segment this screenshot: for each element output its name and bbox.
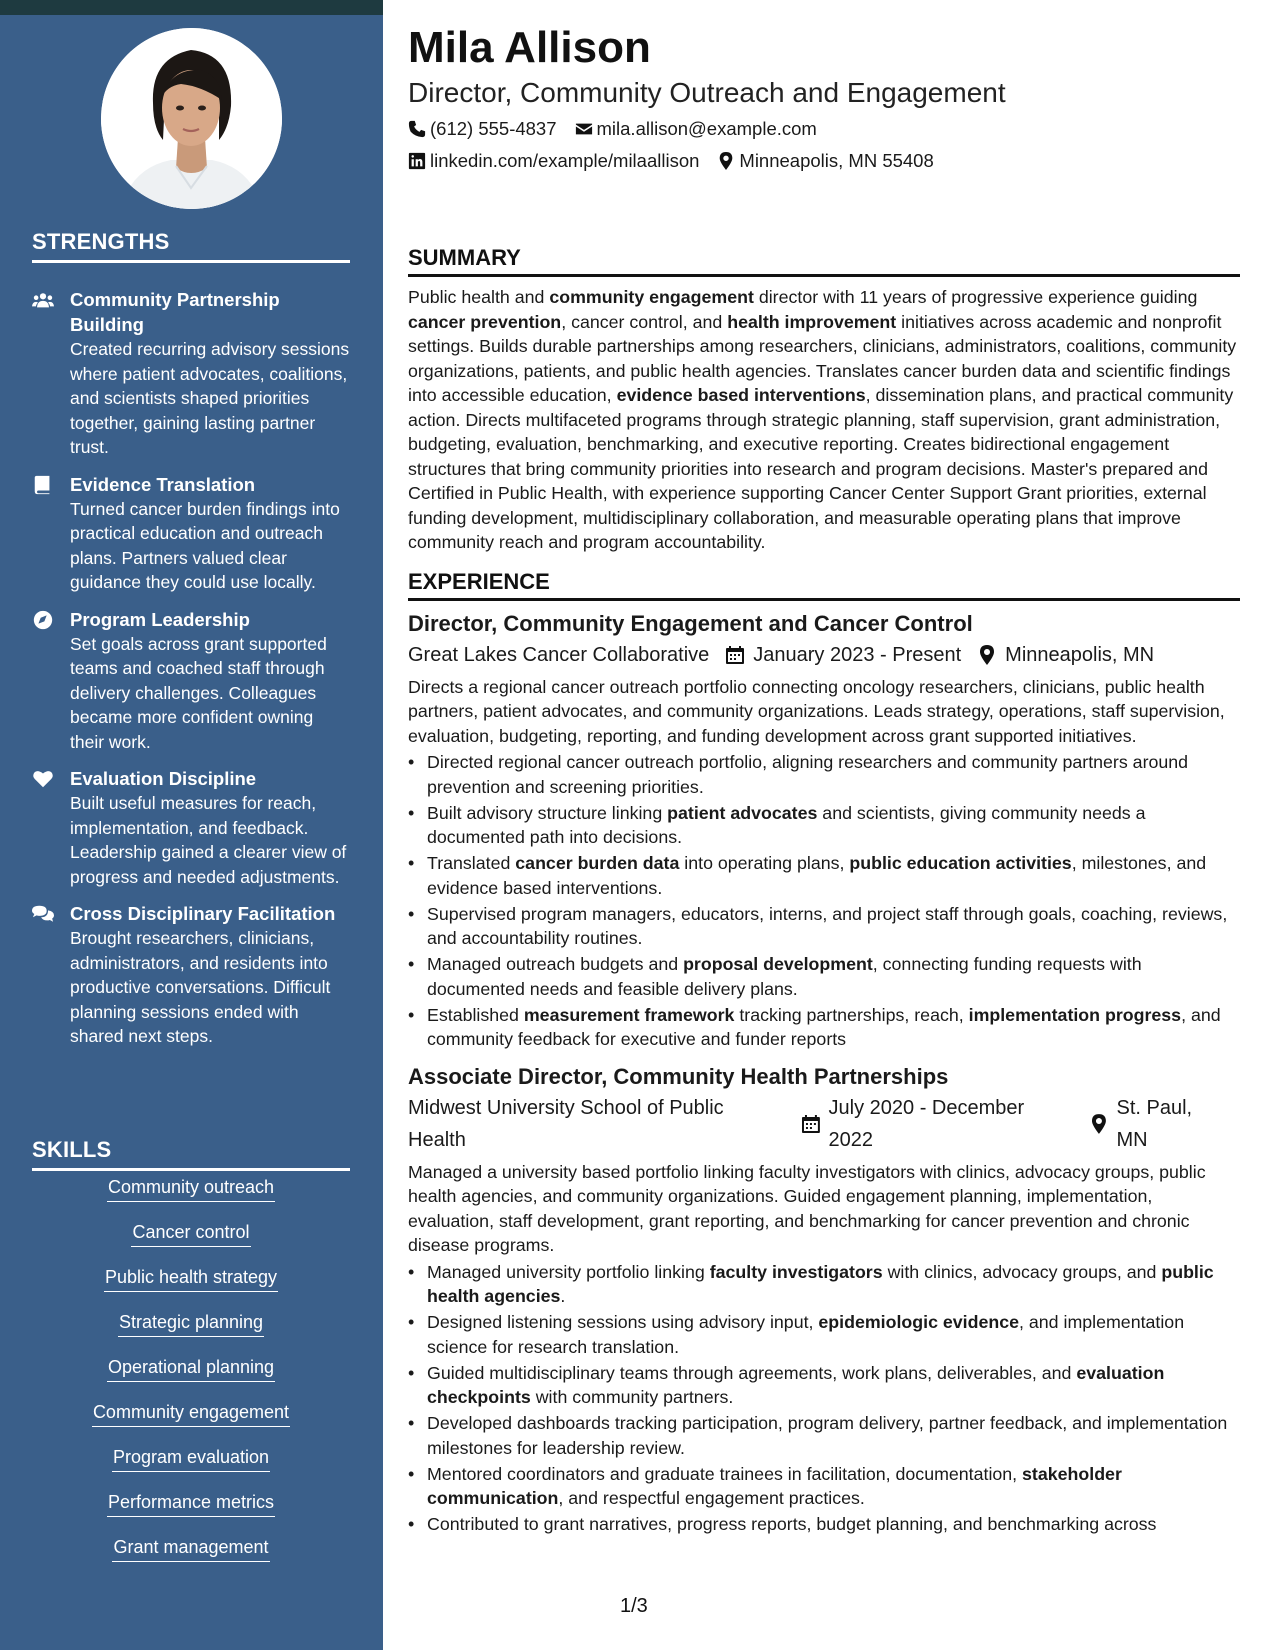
strengths-heading: STRENGTHS xyxy=(32,229,350,263)
achievement-bullet: • Mentored coordinators and graduate trainees in facilitation, documentation, stakeholder communication, and respectful engagement practices. xyxy=(408,1462,1240,1511)
skill-label: Community engagement xyxy=(92,1400,290,1427)
linkedin-icon xyxy=(408,152,426,170)
location-text: Minneapolis, MN 55408 xyxy=(739,150,934,171)
role-dates xyxy=(797,1092,1073,1156)
skill-label: Community outreach xyxy=(107,1175,275,1202)
emphasis-text: cancer burden data xyxy=(515,853,680,873)
emphasis-text: public education activities xyxy=(849,853,1072,873)
role-description: Managed a university based portfolio linking faculty investigators with clinics, advocacy groups, public health agencies, and community organizations. Guided engagement planning, implementation, evaluation, staff development, grant reporting, and benchmarking for cancer prevention and chronic disease programs. xyxy=(408,1161,1206,1255)
heart-icon xyxy=(32,766,70,889)
contact-row xyxy=(408,145,1240,177)
emphasis-text: implementation progress xyxy=(968,1004,1182,1025)
summary-section xyxy=(408,245,1240,555)
strength-item xyxy=(32,901,352,1049)
contact-row xyxy=(408,113,1240,145)
page-number: 1/3 xyxy=(620,1595,648,1617)
role-location xyxy=(1085,1092,1228,1156)
role-dates xyxy=(721,639,961,671)
skill-label: Program evaluation xyxy=(112,1445,270,1472)
strength-description: Created recurring advisory sessions where patient advocates, coalitions, and scientists shaped priorities together, gaining lasting partner trust. xyxy=(70,339,350,457)
emphasis-text: community engagement xyxy=(549,287,754,307)
achievement-bullet: • Developed dashboards tracking participation, program delivery, partner feedback, and implementation milestones for leadership review. xyxy=(408,1411,1240,1460)
role-title: Associate Director, Community Health Partnerships xyxy=(408,1063,949,1089)
skill-item xyxy=(32,1400,350,1427)
skill-item xyxy=(32,1445,350,1472)
envelope-icon xyxy=(575,120,593,138)
summary-text: Public health and community engagement director with 11 years of progressive experience guiding cancer prevention, cancer control, and health improvement initiatives across academic and nonprofit settings. Builds durable partnerships among researchers, clinicians, administrators, coalitions, community organizations, patients, and public health agencies. Translates cancer burden data and scientific findings into accessible education, evidence based interventions, dissemination plans, and practical community action. Directs multifaceted programs through strategic planning, staff supervision, grant administration, budgeting, evaluation, benchmarking, and executive reporting. Creates bidirectional engagement structures that bring community priorities into research and program decisions. Master's prepared and Certified in Public Health, with experience supporting Cancer Center Support Grant priorities, external funding development, multidisciplinary collaboration, and measurable operating plans that improve community reach and program accountability. xyxy=(408,287,1237,552)
profile-photo xyxy=(101,28,282,209)
achievement-bullet: • Contributed to grant narratives, progress reports, budget planning, and benchmarking across xyxy=(408,1512,1240,1537)
skill-item xyxy=(32,1535,350,1562)
achievement-bullet: • Supervised program managers, educators, interns, and project staff through goals, coaching, reviews, and accountability routines. xyxy=(408,902,1240,951)
role-meta xyxy=(408,1092,1240,1156)
strength-title: Program Leadership xyxy=(70,608,250,630)
skill-item xyxy=(32,1490,350,1517)
experience-entry xyxy=(408,609,1240,1052)
skill-item xyxy=(32,1355,350,1382)
email-contact[interactable] xyxy=(575,113,817,145)
strength-title: Evaluation Discipline xyxy=(70,768,257,789)
location-contact xyxy=(717,145,933,177)
skills-list xyxy=(32,1175,350,1580)
achievement-bullet: • Built advisory structure linking patient advocates and scientists, giving community needs a documented path into decisions. xyxy=(408,801,1240,850)
strength-description: Built useful measures for reach, implementation, and feedback. Leadership gained a clearer view of progress and needed adjustments. xyxy=(70,793,347,887)
phone-contact[interactable] xyxy=(408,113,557,145)
emphasis-text: cancer prevention xyxy=(408,311,562,332)
strength-title: Evidence Translation xyxy=(70,473,256,495)
skill-label: Grant management xyxy=(112,1535,269,1562)
emphasis-text: evaluation checkpoints xyxy=(427,1362,1165,1407)
candidate-title: Director, Community Outreach and Engagement xyxy=(408,77,1006,108)
emphasis-text: health improvement xyxy=(727,311,897,332)
map-pin-icon xyxy=(717,152,735,170)
phone-number: (612) 555-4837 xyxy=(430,118,557,139)
achievement-bullet: • Managed outreach budgets and proposal development, connecting funding requests with documented needs and feasible delivery plans. xyxy=(408,952,1240,1001)
skill-label: Operational planning xyxy=(107,1355,275,1382)
linkedin-url: linkedin.com/example/milaallison xyxy=(430,150,700,171)
email-address: mila.allison@example.com xyxy=(596,118,817,139)
strength-description: Turned cancer burden findings into practical education and outreach plans. Partners valued clear guidance they could use locally. xyxy=(70,498,340,592)
role-title: Director, Community Engagement and Cancer Control xyxy=(408,610,973,636)
strength-description: Brought researchers, clinicians, administrators, and residents into productive conversations. Difficult planning sessions ended with shared next steps. xyxy=(70,928,331,1046)
skills-heading: SKILLS xyxy=(32,1137,350,1171)
strength-title: Cross Disciplinary Facilitation xyxy=(70,903,336,924)
emphasis-text: stakeholder communication xyxy=(427,1463,1122,1508)
emphasis-text: measurement framework xyxy=(523,1004,735,1025)
achievement-list xyxy=(408,1260,1240,1537)
achievement-bullet: • Translated cancer burden data into operating plans, public education activities, milestones, and evidence based interventions. xyxy=(408,851,1240,900)
role-location xyxy=(973,639,1154,671)
calendar-icon xyxy=(801,1114,821,1134)
achievement-list xyxy=(408,750,1240,1052)
employer: Great Lakes Cancer Collaborative xyxy=(408,643,710,666)
emphasis-text: epidemiologic evidence xyxy=(818,1312,1020,1332)
strength-title: Community Partnership Building xyxy=(70,289,280,335)
achievement-bullet: • Designed listening sessions using advisory input, epidemiologic evidence, and implementation science for research translation. xyxy=(408,1310,1240,1359)
main-content xyxy=(408,20,1240,1538)
strength-item xyxy=(32,766,352,889)
dates-text: July 2020 - December 2022 xyxy=(828,1096,1025,1151)
candidate-name: Mila Allison xyxy=(408,23,651,72)
emphasis-text: evidence based interventions xyxy=(616,385,866,405)
summary-heading: SUMMARY xyxy=(408,245,1240,277)
linkedin-contact[interactable] xyxy=(408,145,699,177)
compass-icon xyxy=(32,607,70,755)
skill-item xyxy=(32,1265,350,1292)
employer: Midwest University School of Public Health xyxy=(408,1096,724,1151)
location-text: Minneapolis, MN xyxy=(1005,643,1155,666)
emphasis-text: patient advocates xyxy=(667,802,818,823)
role-description: Directs a regional cancer outreach portfolio connecting oncology researchers, clinicians, public health partners, patient advocates, and community organizations. Leads strategy, operations, staff supervision, evaluation, budgeting, reporting, and funding development across grant supported initiatives. xyxy=(408,676,1225,746)
calendar-icon xyxy=(725,645,745,665)
role-meta xyxy=(408,639,1240,671)
skill-item xyxy=(32,1310,350,1337)
dates-text: January 2023 - Present xyxy=(753,643,962,666)
map-pin-icon xyxy=(1089,1114,1109,1134)
achievement-bullet: • Guided multidisciplinary teams through agreements, work plans, deliverables, and evaluation checkpoints with community partners. xyxy=(408,1361,1240,1410)
users-icon xyxy=(32,287,70,460)
skill-label: Cancer control xyxy=(131,1220,250,1247)
skill-label: Performance metrics xyxy=(107,1490,275,1517)
emphasis-text: public health agencies xyxy=(427,1261,1214,1306)
map-pin-icon xyxy=(977,645,997,665)
location-text: St. Paul, MN xyxy=(1116,1096,1193,1151)
achievement-bullet: • Managed university portfolio linking faculty investigators with clinics, advocacy groups, and public health agencies. xyxy=(408,1260,1240,1309)
strengths-list xyxy=(32,287,352,1061)
experience-entry xyxy=(408,1062,1240,1537)
experience-section xyxy=(408,569,1240,1537)
achievement-bullet: • Directed regional cancer outreach portfolio, aligning researchers and community partners around prevention and screening priorities. xyxy=(408,750,1240,799)
chat-bubbles-icon xyxy=(32,901,70,1049)
strength-item xyxy=(32,287,352,460)
strength-item xyxy=(32,472,352,595)
emphasis-text: proposal development xyxy=(683,954,873,974)
skill-item xyxy=(32,1175,350,1202)
experience-heading: EXPERIENCE xyxy=(408,569,1240,601)
skill-item xyxy=(32,1220,350,1247)
strength-item xyxy=(32,607,352,755)
skill-label: Public health strategy xyxy=(104,1265,278,1292)
sidebar-top-band xyxy=(0,0,383,15)
emphasis-text: faculty investigators xyxy=(709,1261,883,1282)
achievement-bullet: • Established measurement framework tracking partnerships, reach, implementation progress, and community feedback for executive and funder reports xyxy=(408,1003,1240,1052)
book-icon xyxy=(32,472,70,595)
skill-label: Strategic planning xyxy=(118,1310,264,1337)
strength-description: Set goals across grant supported teams and coached staff through delivery challenges. Colleagues became more confident owning their work. xyxy=(70,633,327,752)
phone-icon xyxy=(408,120,426,138)
sidebar xyxy=(0,15,383,1650)
